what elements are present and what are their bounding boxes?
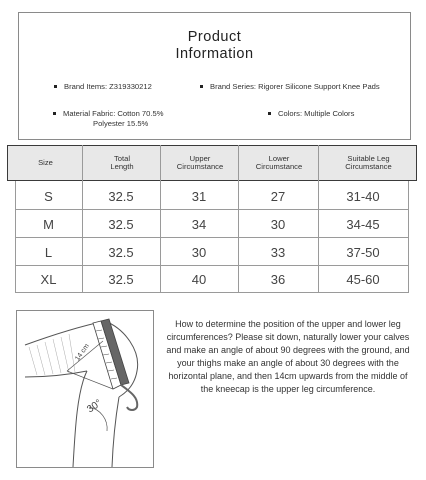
- shin-back-outline: [73, 371, 87, 467]
- header-suitable-leg: Suitable Leg Circumstance: [345, 153, 392, 171]
- title-line-2: Information: [175, 46, 254, 62]
- cell-size: XL: [40, 271, 57, 287]
- shin-front-outline: [112, 397, 119, 467]
- grid-line: [15, 292, 408, 293]
- grid-line: [15, 209, 408, 210]
- table-row: [15, 266, 408, 292]
- cell-lower: 36: [270, 271, 286, 287]
- size-table: [7, 145, 417, 293]
- measurement-instructions: How to determine the position of the upper and lower leg circumferences? Please sit down, naturally lower your calves and make an angle of about 90 degrees with the ground, and your thighs make an angle of about 30 degrees with the horizontal plane, and then 14cm upwards from the middle of the kneecap is the upper leg circumference.: [166, 319, 410, 394]
- cell-upper: 31: [191, 188, 207, 204]
- cell-total-length: 32.5: [108, 271, 134, 287]
- cell-upper: 34: [191, 216, 207, 232]
- cell-suitable: 37-50: [346, 244, 380, 260]
- material-line-1: Material Fabric: Cotton 70.5%: [63, 109, 164, 118]
- thigh-top-outline: [25, 321, 105, 345]
- brand-series-item: [210, 82, 380, 92]
- cell-total-length: 32.5: [108, 244, 134, 260]
- cell-lower: 27: [270, 188, 286, 204]
- bullet-icon: [268, 112, 271, 115]
- header-total-length: Total Length: [110, 153, 134, 171]
- bullet-icon: [53, 112, 56, 115]
- title-line-1: Product: [187, 29, 242, 45]
- cell-upper: 30: [191, 244, 207, 260]
- measuring-tape: [93, 319, 137, 410]
- colors-item: [278, 109, 354, 119]
- angle-label: 30°: [85, 397, 104, 416]
- cell-lower: 33: [270, 244, 286, 260]
- brand-series-text: Brand Series: Rigorer Silicone Support Knee Pads: [210, 82, 380, 91]
- cell-total-length: 32.5: [108, 216, 134, 232]
- colors-text: Colors: Multiple Colors: [278, 109, 355, 118]
- material-item: [63, 109, 163, 129]
- header-upper-circumstance: Upper Circumstance: [176, 153, 224, 171]
- product-info-box: [18, 12, 411, 140]
- leg-measurement-figure: [16, 310, 154, 468]
- thigh-bottom-outline: [25, 371, 87, 377]
- table-row: [15, 211, 408, 237]
- grid-line: [15, 237, 408, 238]
- cell-upper: 40: [191, 271, 207, 287]
- cell-suitable: 45-60: [346, 271, 380, 287]
- table-row: [15, 239, 408, 265]
- brand-items-text: Brand Items: Z319330212: [64, 82, 152, 91]
- measure-line: [67, 371, 113, 389]
- product-info-title: [19, 29, 410, 63]
- grid-line: [408, 181, 409, 293]
- bullet-icon: [54, 85, 57, 88]
- measure-label: 14 cm: [74, 342, 91, 363]
- cell-size: L: [44, 244, 53, 260]
- header-lower-circumstance: Lower Circumstance: [255, 153, 303, 171]
- cell-lower: 30: [270, 216, 286, 232]
- cell-suitable: 31-40: [346, 188, 380, 204]
- cell-size: S: [44, 188, 53, 204]
- cell-total-length: 32.5: [108, 188, 134, 204]
- leg-illustration: [17, 311, 153, 467]
- table-row: [15, 183, 408, 209]
- header-size: Size: [38, 157, 53, 167]
- material-line-2: Polyester 15.5%: [93, 119, 149, 128]
- thigh-hatching: [29, 334, 75, 375]
- cell-size: M: [43, 216, 54, 232]
- table-header-row: [7, 145, 417, 181]
- brand-items-item: [64, 82, 152, 92]
- cell-suitable: 34-45: [346, 216, 380, 232]
- bullet-icon: [200, 85, 203, 88]
